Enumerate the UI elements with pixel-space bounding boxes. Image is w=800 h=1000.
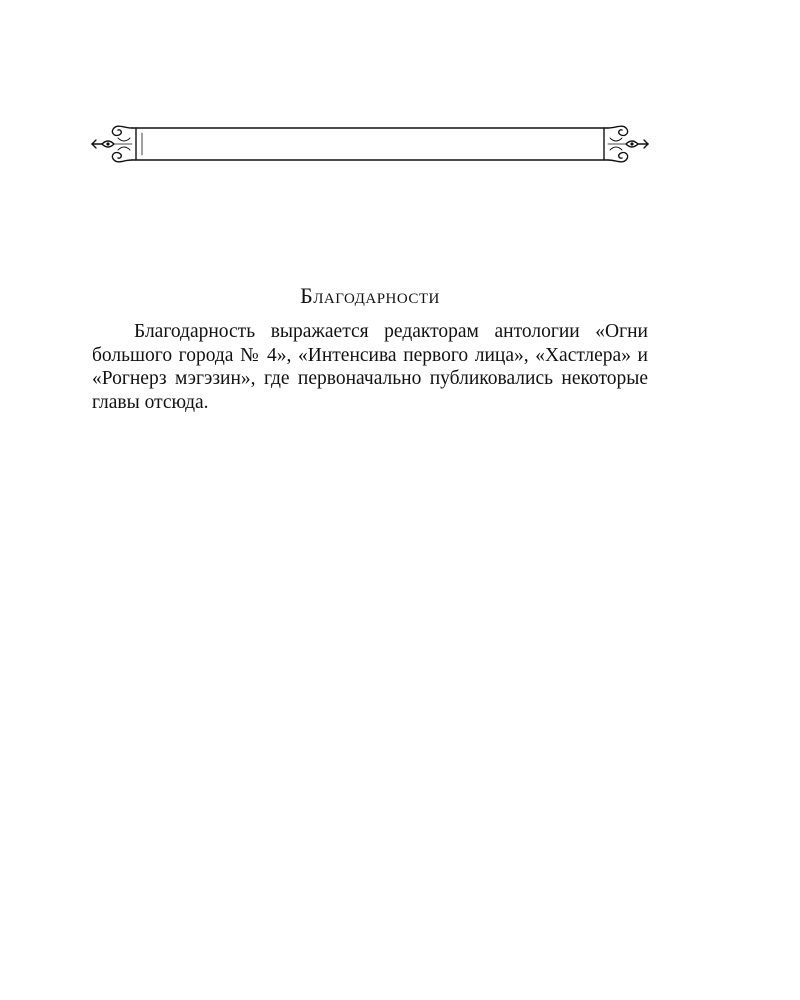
acknowledgements-paragraph: Благодарность выражается редакторам антологии «Огни большого города № 4», «Интенсива первого лица», «Хастлера» и «Рогнерз мэгэзин», где первоначально публиковались некоторые главы отсюда. bbox=[92, 321, 648, 413]
ornamental-header-frame bbox=[88, 120, 652, 168]
ornament-flourish-icon bbox=[88, 120, 652, 168]
page-title: Благодарности bbox=[300, 283, 440, 308]
